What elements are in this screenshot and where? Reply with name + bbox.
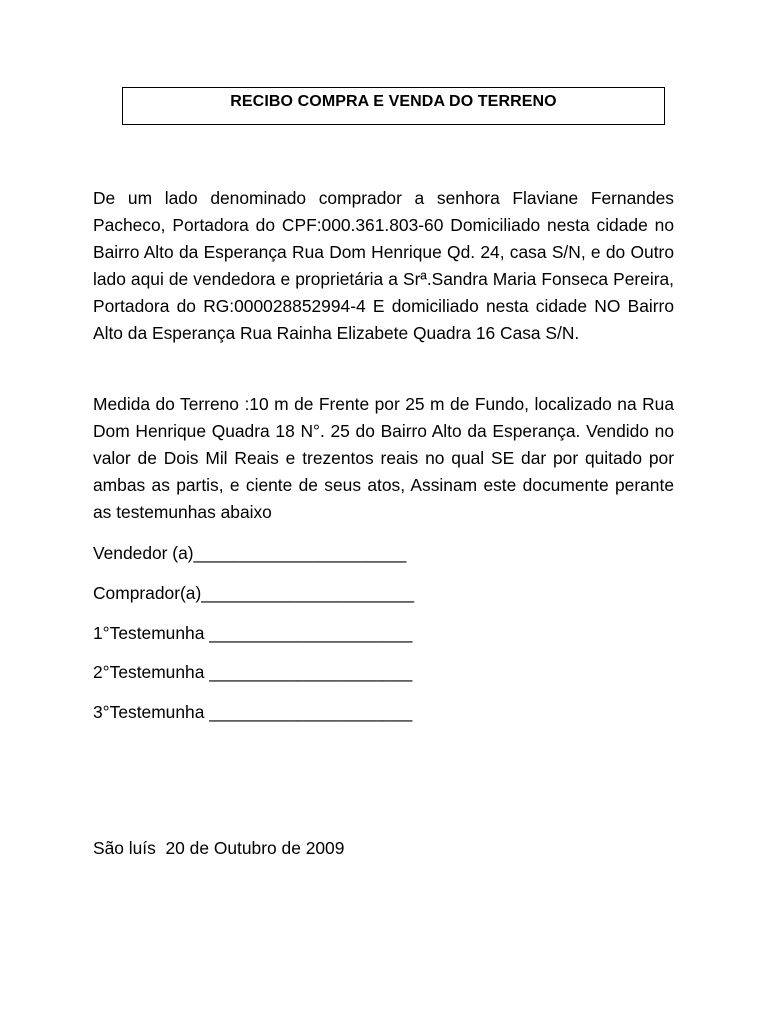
signature-line-seller: Vendedor (a)______________________ (93, 543, 407, 563)
signature-line-witness-2: 2°Testemunha _____________________ (93, 662, 413, 682)
document-title: RECIBO COMPRA E VENDA DO TERRENO (230, 93, 557, 110)
signature-line-witness-3: 3°Testemunha _____________________ (93, 702, 413, 722)
signature-line-buyer: Comprador(a)______________________ (93, 583, 415, 603)
place-and-date: São luís 20 de Outubro de 2009 (93, 838, 345, 858)
signature-line-witness-1: 1°Testemunha _____________________ (93, 623, 413, 643)
paragraph-parties: De um lado denominado comprador a senhora Flaviane Fernandes Pacheco, Portadora do CPF:000.361.803-60 Domiciliado nesta cidade no Bairro Alto da Esperança Rua Dom Henrique Qd. 24, casa S/N, e do Outro lado aqui de vendedora e proprietária a Srª.Sandra Maria Fonseca Pereira, Portadora do RG:000028852994-4 E domiciliado nesta cidade NO Bairro Alto da Esperança Rua Rainha Elizabete Quadra 16 Casa S/N. (93, 188, 674, 343)
title-box (122, 87, 665, 125)
paragraph-terms: Medida do Terreno :10 m de Frente por 25 m de Fundo, localizado na Rua Dom Henrique Quadra 18 N°. 25 do Bairro Alto da Esperança. Vendido no valor de Dois Mil Reais e trezentos reais no qual SE dar por quitado por ambas as partis, e ciente de seus atos, Assinam este documente perante as testemunhas abaixo (93, 394, 674, 522)
